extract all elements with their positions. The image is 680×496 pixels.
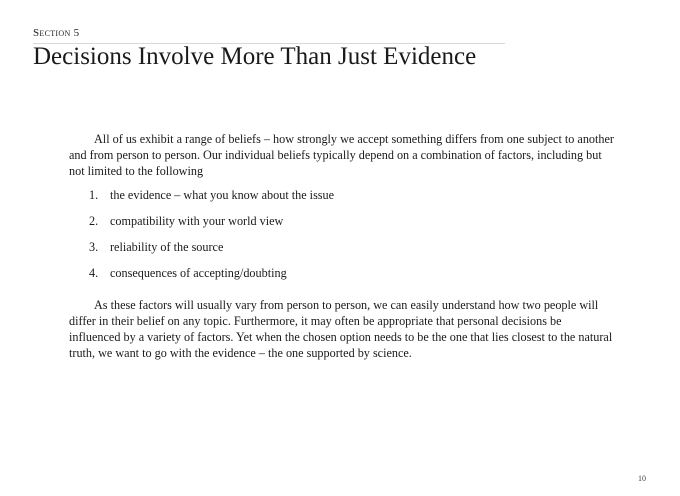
list-text: consequences of accepting/doubting xyxy=(110,266,287,280)
page-number: 10 xyxy=(638,474,646,483)
list-text: compatibility with your world view xyxy=(110,214,284,228)
list-number: 4. xyxy=(89,266,99,280)
list-item xyxy=(69,213,614,239)
list-item xyxy=(69,187,614,213)
intro-paragraph: All of us exhibit a range of beliefs – how strongly we accept something differs from one subject to another and from person to person. Our individual beliefs typically depend on a combination of factors, including but not limited to the following xyxy=(69,132,614,178)
list-text: reliability of the source xyxy=(110,240,224,254)
list-item xyxy=(69,265,614,291)
list-number: 1. xyxy=(89,188,99,202)
list-number: 3. xyxy=(89,240,99,254)
body-text xyxy=(69,131,614,361)
list-text: the evidence – what you know about the issue xyxy=(110,188,335,202)
list-item xyxy=(69,239,614,265)
page-title: Decisions Involve More Than Just Evidence xyxy=(33,43,477,70)
list-number: 2. xyxy=(89,214,99,228)
section-label: Section 5 xyxy=(33,27,80,39)
factor-list xyxy=(69,187,614,291)
conclusion-paragraph: As these factors will usually vary from person to person, we can easily understand how two people will differ in their belief on any topic. Furthermore, it may often be appropriate that personal decisions be influenced by a variety of factors. Yet when the chosen option needs to be the one that lies closest to the natural truth, we want to go with the evidence – the one supported by science. xyxy=(69,298,613,360)
